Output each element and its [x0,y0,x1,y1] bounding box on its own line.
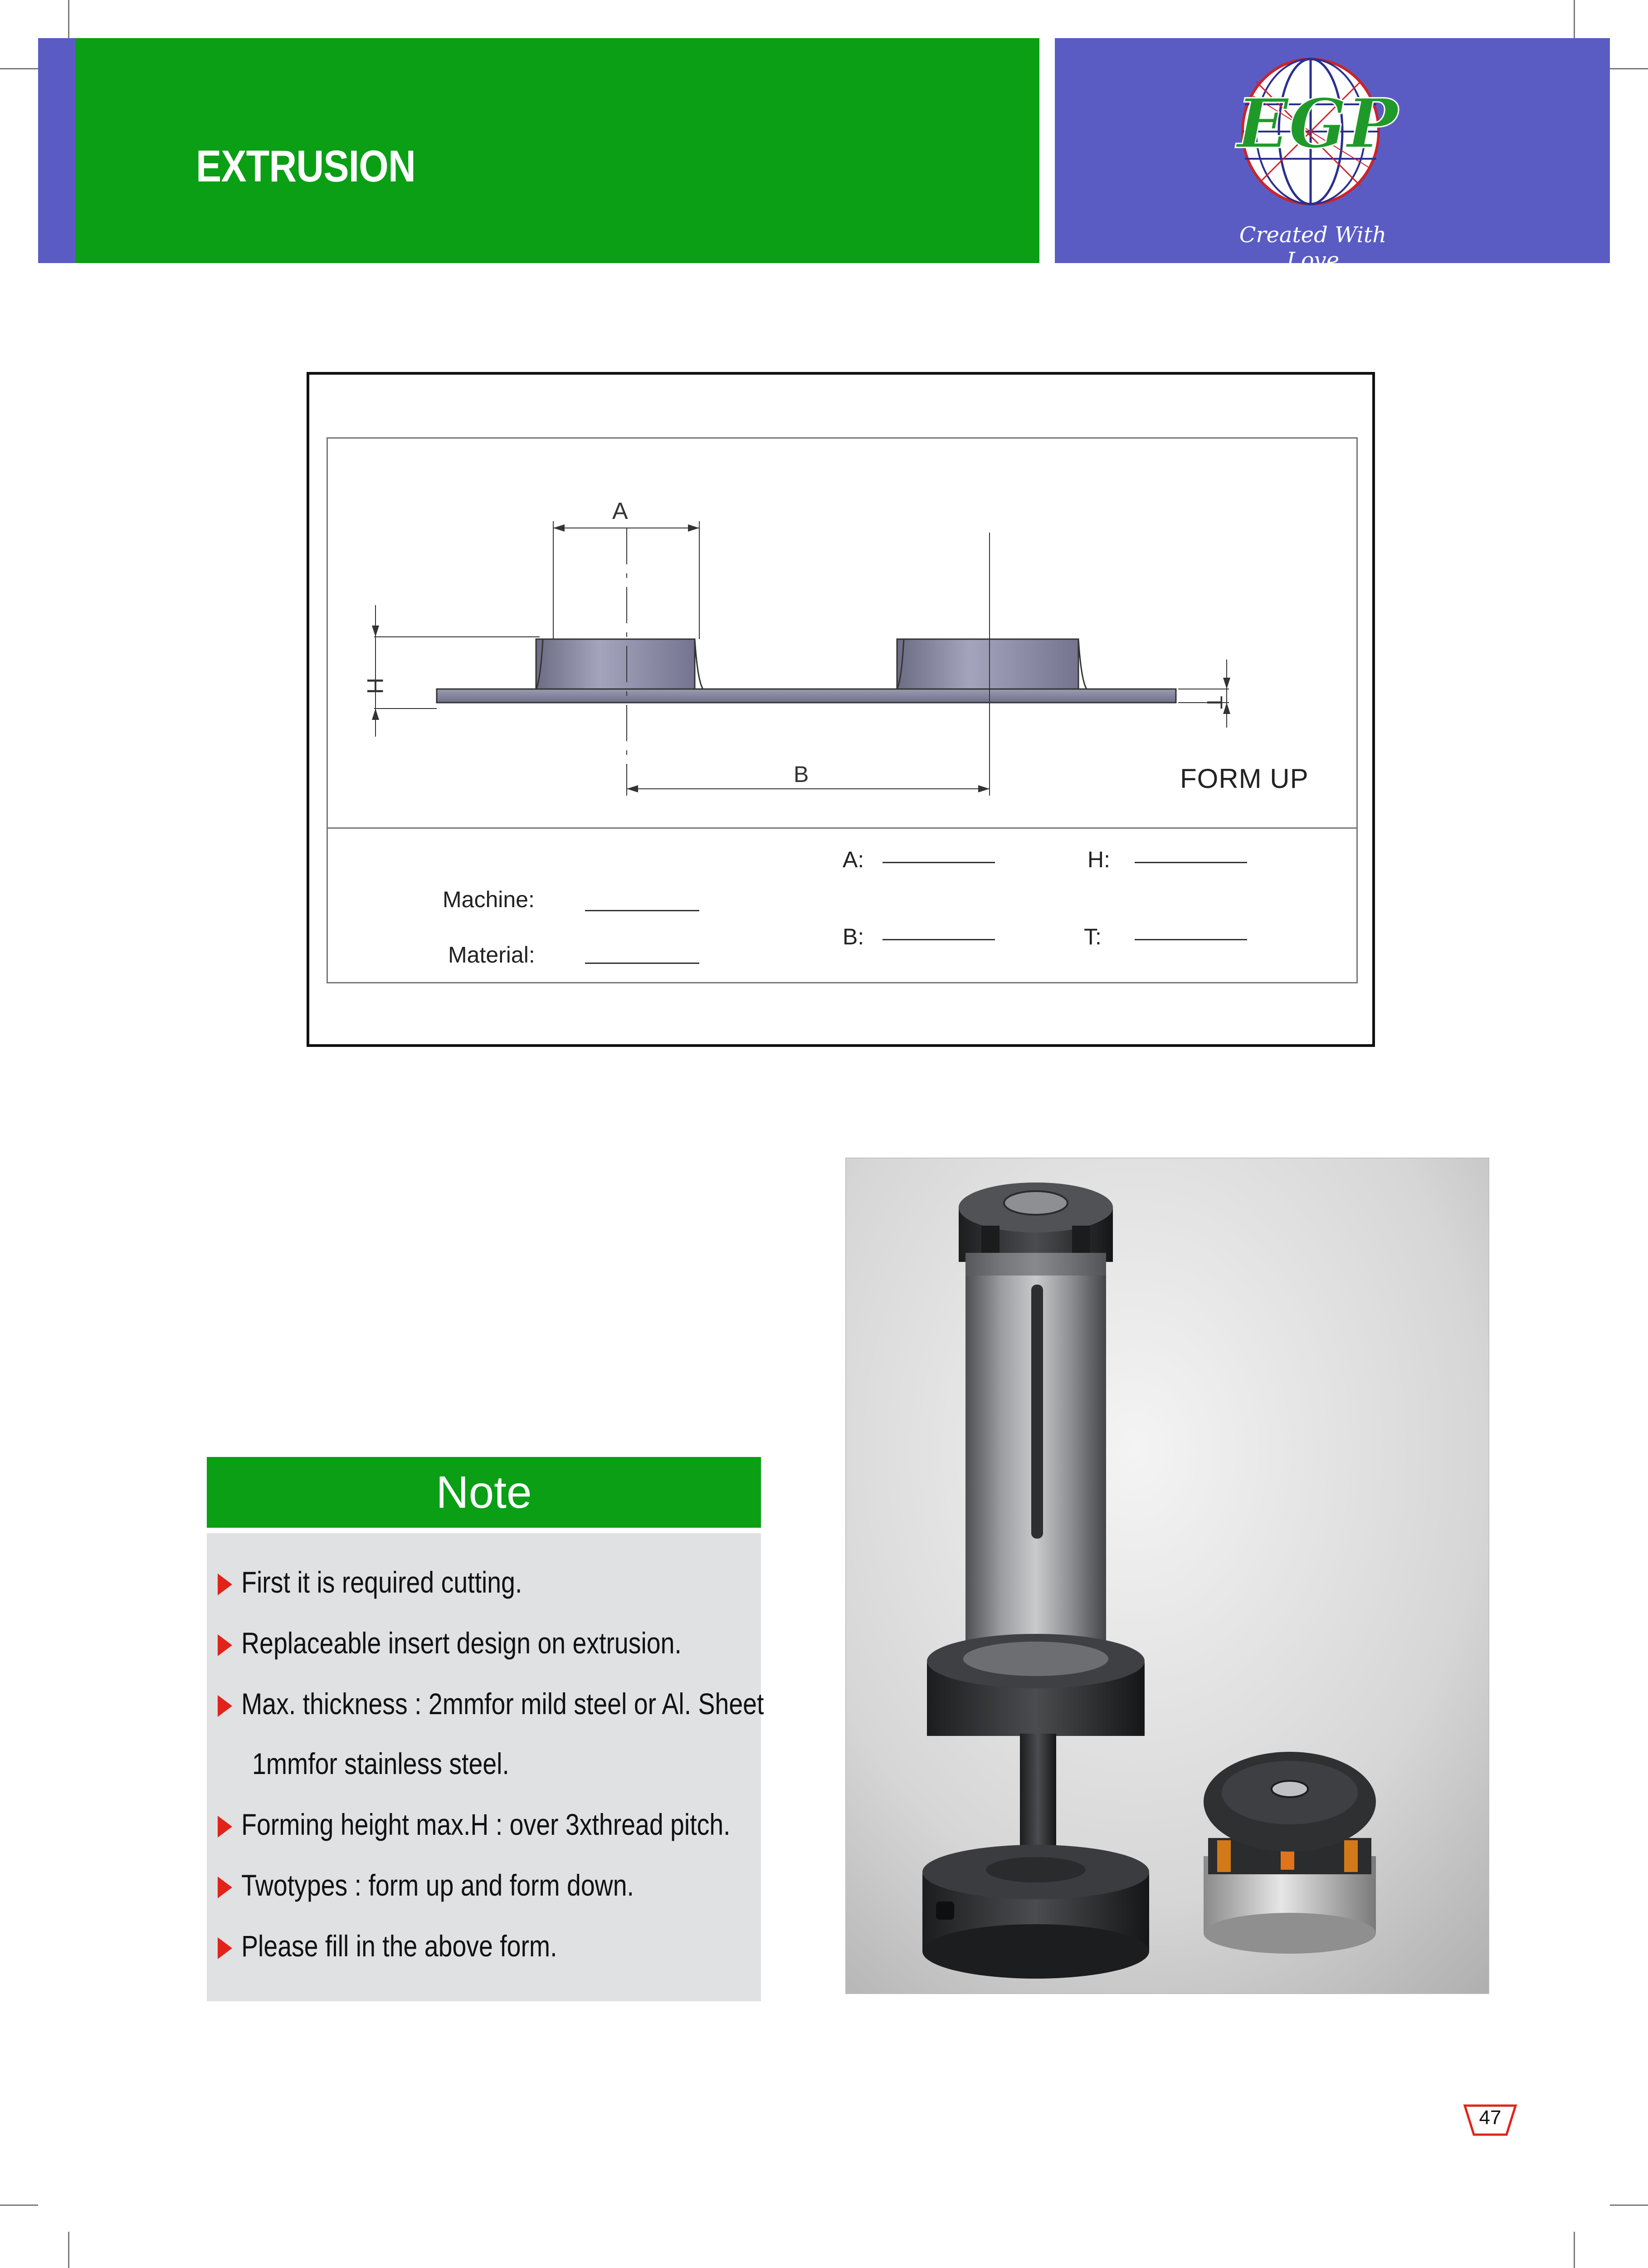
arrow-bullet-icon [218,1877,232,1898]
t-value-label: T: [1084,924,1102,949]
note-heading: Note [207,1457,761,1528]
dim-label-h: H [362,678,388,694]
machine-label: Machine: [443,887,535,912]
note-item: Forming height max.H : over 3xthread pitch. [218,1807,731,1842]
product-photo [845,1158,1489,1994]
crop-mark [1610,68,1648,69]
page-number-badge [1463,2104,1517,2136]
sheet-profile [437,632,1176,703]
arrow-bullet-icon [218,1695,232,1717]
machine-field[interactable] [585,910,699,911]
crop-mark [0,68,38,69]
drawing-divider [327,827,1358,829]
note-item: Twotypes : form up and form down. [218,1868,634,1902]
note-item: Replaceable insert design on extrusion. [218,1626,682,1660]
header-side-bar [38,38,75,263]
note-item: First it is required cutting. [218,1565,522,1599]
material-field[interactable] [585,963,699,964]
arrow-bullet-icon [218,1634,232,1656]
note-item: Max. thickness : 2mmfor mild steel or Al. Sheet [218,1686,764,1721]
a-value-field[interactable] [883,862,995,863]
crop-mark [1574,0,1575,38]
page-number: 47 [1479,2107,1502,2129]
crop-mark [68,0,69,38]
note-item-continuation: 1mmfor stainless steel. [252,1747,509,1780]
b-value-label: B: [843,924,864,949]
dim-label-a: A [612,498,628,524]
b-value-field[interactable] [883,939,995,940]
brand-tagline: Created With Love [1239,222,1387,273]
h-value-label: H: [1087,847,1110,872]
arrow-bullet-icon [218,1816,232,1838]
note-list [207,1533,764,2001]
crop-mark [68,2232,69,2268]
dim-label-t: T [1202,696,1226,709]
dim-label-b: B [794,762,809,787]
arrow-bullet-icon [218,1937,232,1959]
crop-mark [0,2204,38,2206]
die-assembly [1204,1752,1376,1954]
a-value-label: A: [843,847,864,872]
t-value-field[interactable] [1135,939,1247,940]
brand-logo [1224,50,1442,213]
brand-initials: EGP [1237,84,1398,164]
page-title: EXTRUSION [196,141,415,191]
arrow-bullet-icon [218,1574,232,1595]
form-type-label: FORM UP [1180,763,1309,794]
material-label: Material: [448,942,535,968]
h-value-field[interactable] [1135,862,1247,863]
crop-mark [1574,2232,1575,2268]
note-item: Please fill in the above form. [218,1929,557,1963]
crop-mark [1610,2204,1648,2206]
